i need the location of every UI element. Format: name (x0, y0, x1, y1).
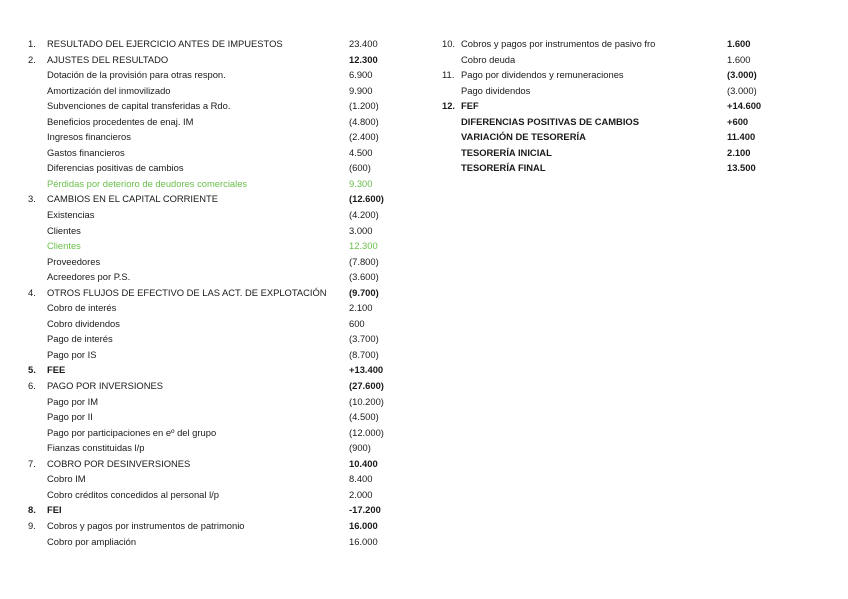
table-row (28, 129, 398, 145)
row-value: (3.700) (349, 333, 379, 345)
row-value: (4.200) (349, 209, 379, 221)
row-value: 600 (349, 317, 365, 329)
row-label: Ingresos financieros (47, 131, 131, 143)
table-row (442, 67, 772, 83)
row-number: 11. (442, 69, 455, 81)
row-value: 11.400 (727, 131, 756, 143)
row-label: AJUSTES DEL RESULTADO (47, 53, 169, 65)
row-value: 2.100 (727, 146, 751, 158)
row-label: Subvenciones de capital transferidas a Rdo. (47, 100, 231, 112)
table-row (442, 160, 772, 176)
table-row (28, 36, 398, 52)
row-value: 16.000 (349, 519, 378, 531)
row-value: +600 (727, 115, 749, 127)
row-label: RESULTADO DEL EJERCICIO ANTES DE IMPUESTOS (47, 38, 283, 49)
row-value: (10.200) (349, 395, 384, 407)
row-value: -17.200 (349, 504, 381, 516)
table-row (442, 114, 772, 130)
row-value: (7.800) (349, 255, 379, 267)
table-row (28, 145, 398, 161)
left-column (28, 36, 398, 549)
row-value: 3.000 (349, 224, 373, 236)
table-row (28, 316, 398, 332)
row-number: 1. (28, 38, 36, 49)
row-label: Cobro deuda (461, 53, 516, 65)
row-number: 8. (28, 504, 36, 516)
row-label: Pago por II (47, 411, 93, 423)
row-number: 4. (28, 286, 36, 298)
table-row (28, 394, 398, 410)
table-row (28, 347, 398, 363)
row-label: Pago dividendos (461, 84, 531, 96)
row-label: Cobro de interés (47, 302, 117, 314)
row-label: Cobro IM (47, 473, 86, 485)
table-row (442, 83, 772, 99)
table-row (28, 191, 398, 207)
table-row (28, 238, 398, 254)
table-row (28, 223, 398, 239)
row-label: Acreedores por P.S. (47, 271, 131, 283)
table-row (28, 518, 398, 534)
row-label: CAMBIOS EN EL CAPITAL CORRIENTE (47, 193, 219, 205)
row-value: 6.900 (349, 69, 373, 81)
table-row (442, 98, 772, 114)
row-label: DIFERENCIAS POSITIVAS DE CAMBIOS (461, 115, 639, 127)
table-row (28, 534, 398, 550)
row-label: COBRO POR DESINVERSIONES (47, 457, 191, 469)
table-row (28, 331, 398, 347)
row-number: 3. (28, 193, 36, 205)
row-label: Gastos financieros (47, 146, 125, 158)
table-row (28, 502, 398, 518)
table-row (442, 36, 772, 52)
row-value: 23.400 (349, 38, 378, 49)
table-row (28, 285, 398, 301)
table-row (28, 362, 398, 378)
row-value: 16.000 (349, 535, 378, 547)
row-label: FEF (461, 100, 479, 112)
row-number: 5. (28, 364, 36, 376)
row-value: (12.600) (349, 193, 384, 205)
row-number: 6. (28, 380, 36, 392)
row-value: (1.200) (349, 100, 379, 112)
row-label: Pérdidas por deterioro de deudores comerciales (47, 177, 248, 189)
table-row (28, 487, 398, 503)
row-value: +13.400 (349, 364, 384, 376)
row-number: 2. (28, 53, 36, 65)
table-row (28, 300, 398, 316)
right-column (442, 36, 772, 176)
row-value: 4.500 (349, 146, 373, 158)
table-row (28, 471, 398, 487)
table-row (28, 160, 398, 176)
row-value: (3.000) (727, 84, 757, 96)
row-value: +14.600 (727, 100, 762, 112)
row-label: Pago por participaciones en eº del grupo (47, 426, 217, 438)
row-label: Cobro dividendos (47, 317, 120, 329)
row-value: (12.000) (349, 426, 384, 438)
row-value: (900) (349, 442, 371, 454)
table-row (442, 129, 772, 145)
row-value: 10.400 (349, 457, 378, 469)
row-value: 1.600 (727, 53, 751, 65)
row-label: OTROS FLUJOS DE EFECTIVO DE LAS ACT. DE EXPLOTACIÓN (47, 286, 327, 298)
row-value: (600) (349, 162, 371, 174)
table-row (28, 176, 398, 192)
row-label: Clientes (47, 224, 81, 236)
row-number: 12. (442, 100, 456, 112)
table-row (28, 114, 398, 130)
row-label: Pago por IS (47, 348, 97, 360)
row-value: (3.600) (349, 271, 379, 283)
row-value: 13.500 (727, 162, 756, 174)
row-number: 7. (28, 457, 36, 469)
row-label: Beneficios procedentes de enaj. IM (47, 115, 194, 127)
row-value: (3.000) (727, 69, 757, 81)
table-row (28, 409, 398, 425)
row-value: 2.100 (349, 302, 373, 314)
table-row (442, 52, 772, 68)
row-number: 10. (442, 38, 456, 49)
row-value: (9.700) (349, 286, 379, 298)
row-value: 9.900 (349, 84, 373, 96)
row-label: Cobro créditos concedidos al personal l/p (47, 488, 219, 500)
table-row (28, 269, 398, 285)
row-value: 1.600 (727, 38, 751, 49)
row-value: 8.400 (349, 473, 373, 485)
table-row (28, 378, 398, 394)
table-row (28, 83, 398, 99)
row-label: Existencias (47, 209, 95, 221)
row-label: Proveedores (47, 255, 101, 267)
row-value: 12.300 (349, 53, 378, 65)
row-value: (27.600) (349, 380, 384, 392)
row-label: TESORERÍA FINAL (461, 162, 546, 174)
row-label: Cobros y pagos por instrumentos de patrimonio (47, 519, 245, 531)
table-row (28, 254, 398, 270)
row-label: Amortización del inmovilizado (47, 84, 171, 96)
row-value: (8.700) (349, 348, 379, 360)
row-label: VARIACIÓN DE TESORERÍA (461, 131, 586, 143)
table-row (28, 98, 398, 114)
table-row (28, 456, 398, 472)
table-row (28, 425, 398, 441)
table-row (28, 440, 398, 456)
row-label: Clientes (47, 240, 81, 252)
table-row (442, 145, 772, 161)
row-number: 9. (28, 519, 36, 531)
row-label: TESORERÍA INICIAL (461, 146, 552, 158)
row-label: PAGO POR INVERSIONES (47, 380, 163, 392)
row-label: Dotación de la provisión para otras respon. (47, 69, 226, 81)
row-label: Cobro por ampliación (47, 535, 137, 547)
row-label: Diferencias positivas de cambios (47, 162, 184, 174)
row-label: Pago por IM (47, 395, 99, 407)
row-label: FEE (47, 364, 66, 376)
table-row (28, 52, 398, 68)
row-label: Cobros y pagos por instrumentos de pasivo fro (461, 38, 656, 49)
row-label: Pago por dividendos y remuneraciones (461, 69, 624, 81)
row-label: FEI (47, 504, 62, 516)
row-value: (2.400) (349, 131, 379, 143)
row-label: Fianzas constituidas l/p (47, 442, 145, 454)
table-row (28, 67, 398, 83)
row-value: 2.000 (349, 488, 373, 500)
row-value: (4.500) (349, 411, 379, 423)
table-row (28, 207, 398, 223)
row-value: (4.800) (349, 115, 379, 127)
row-value: 9.300 (349, 177, 373, 189)
row-label: Pago de interés (47, 333, 113, 345)
row-value: 12.300 (349, 240, 378, 252)
